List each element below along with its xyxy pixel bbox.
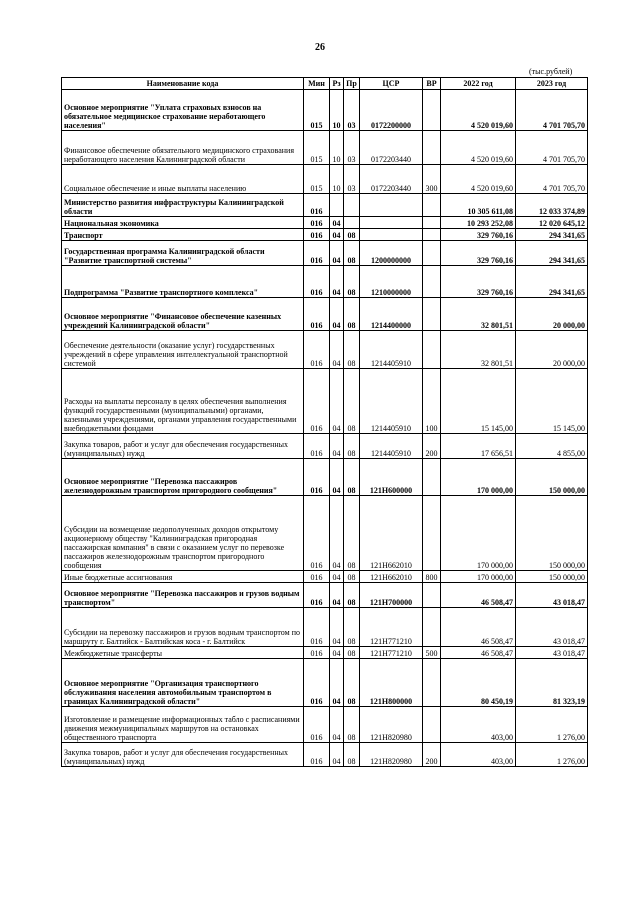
cell-csr: 121Н662010: [360, 571, 423, 583]
cell-name: Обеспечение деятельности (оказание услуг) государственных учреждений в сфере управления интеллектуальной транспортной системой: [62, 331, 304, 369]
cell-2023: 81 323,19: [516, 659, 588, 707]
table-row: [62, 165, 588, 194]
cell-min: 016: [304, 217, 330, 229]
cell-pr: 08: [344, 459, 360, 496]
header-2023: 2023 год: [516, 78, 588, 90]
cell-name: Расходы на выплаты персоналу в целях обеспечения выполнения функций государственными (муниципальными) органами, казенными учреждениями, органами управления государственными внебюджетными фондами: [62, 369, 304, 434]
cell-pr: 08: [344, 229, 360, 241]
cell-csr: 121Н771210: [360, 608, 423, 647]
cell-csr: 1210000000: [360, 266, 423, 298]
cell-2023: 1 276,00: [516, 743, 588, 767]
cell-name: Основное мероприятие "Перевозка пассажиров и грузов водным транспортом": [62, 583, 304, 608]
cell-2023: 20 000,00: [516, 298, 588, 331]
cell-name: Транспорт: [62, 229, 304, 241]
cell-rz: 04: [330, 241, 344, 266]
cell-vr: 300: [423, 165, 441, 194]
cell-rz: 10: [330, 90, 344, 131]
cell-csr: [360, 229, 423, 241]
table-row: [62, 241, 588, 266]
cell-name: Социальное обеспечение и иные выплаты населению: [62, 165, 304, 194]
cell-2022: 329 760,16: [441, 266, 516, 298]
cell-min: 016: [304, 571, 330, 583]
cell-vr: 200: [423, 434, 441, 459]
cell-csr: 1214405910: [360, 331, 423, 369]
cell-pr: 08: [344, 608, 360, 647]
table-row: [62, 583, 588, 608]
cell-2022: 32 801,51: [441, 298, 516, 331]
cell-csr: 121Н800000: [360, 659, 423, 707]
cell-rz: 04: [330, 266, 344, 298]
units-label: (тыс.рублей): [529, 67, 573, 76]
cell-pr: 08: [344, 647, 360, 659]
cell-2022: 46 508,47: [441, 583, 516, 608]
cell-2022: 403,00: [441, 707, 516, 743]
cell-rz: 04: [330, 743, 344, 767]
cell-min: 016: [304, 583, 330, 608]
cell-min: 016: [304, 434, 330, 459]
cell-rz: 04: [330, 647, 344, 659]
cell-2022: 4 520 019,60: [441, 165, 516, 194]
table-row: [62, 369, 588, 434]
cell-name: Подпрограмма "Развитие транспортного комплекса": [62, 266, 304, 298]
cell-2023: 12 033 374,89: [516, 194, 588, 217]
cell-vr: 800: [423, 571, 441, 583]
cell-min: 016: [304, 369, 330, 434]
header-2022: 2022 год: [441, 78, 516, 90]
cell-pr: 08: [344, 707, 360, 743]
cell-vr: [423, 459, 441, 496]
cell-csr: 0172200000: [360, 90, 423, 131]
table-row: [62, 571, 588, 583]
cell-rz: 04: [330, 659, 344, 707]
cell-2022: 46 508,47: [441, 608, 516, 647]
cell-min: 016: [304, 459, 330, 496]
cell-vr: [423, 298, 441, 331]
cell-rz: 10: [330, 131, 344, 165]
cell-csr: 1200000000: [360, 241, 423, 266]
cell-name: Субсидии на перевозку пассажиров и грузов водным транспортом по маршруту г. Балтийск - Балтийская коса - г. Балтийск: [62, 608, 304, 647]
cell-rz: 04: [330, 298, 344, 331]
cell-vr: [423, 90, 441, 131]
cell-csr: 121Н820980: [360, 743, 423, 767]
cell-vr: [423, 229, 441, 241]
budget-table: [61, 77, 588, 767]
cell-2022: 46 508,47: [441, 647, 516, 659]
cell-2022: 4 520 019,60: [441, 90, 516, 131]
table-row: [62, 496, 588, 571]
table-row: [62, 707, 588, 743]
cell-name: Основное мероприятие "Финансовое обеспечение казенных учреждений Калининградской области": [62, 298, 304, 331]
cell-vr: [423, 496, 441, 571]
cell-name: Основное мероприятие "Уплата страховых взносов на обязательное медицинское страхование неработающего населения": [62, 90, 304, 131]
cell-csr: 0172203440: [360, 131, 423, 165]
cell-pr: [344, 217, 360, 229]
cell-pr: 03: [344, 165, 360, 194]
cell-vr: [423, 583, 441, 608]
table-row: [62, 194, 588, 217]
cell-rz: 04: [330, 571, 344, 583]
cell-rz: 04: [330, 459, 344, 496]
cell-min: 016: [304, 266, 330, 298]
cell-vr: [423, 131, 441, 165]
cell-2022: 170 000,00: [441, 571, 516, 583]
cell-2022: 170 000,00: [441, 496, 516, 571]
cell-pr: 08: [344, 298, 360, 331]
cell-2023: 294 341,65: [516, 266, 588, 298]
cell-name: Закупка товаров, работ и услуг для обеспечения государственных (муниципальных) нужд: [62, 743, 304, 767]
cell-name: Основное мероприятие "Организация транспортного обслуживания населения автомобильным транспортом в границах Калининградской области": [62, 659, 304, 707]
table-row: [62, 229, 588, 241]
table-row: [62, 659, 588, 707]
cell-min: 016: [304, 608, 330, 647]
cell-2023: 4 701 705,70: [516, 90, 588, 131]
cell-2022: 80 450,19: [441, 659, 516, 707]
table-row: [62, 266, 588, 298]
cell-name: Закупка товаров, работ и услуг для обеспечения государственных (муниципальных) нужд: [62, 434, 304, 459]
table-row: [62, 298, 588, 331]
cell-csr: 121Н771210: [360, 647, 423, 659]
cell-pr: 08: [344, 266, 360, 298]
cell-vr: 200: [423, 743, 441, 767]
cell-pr: [344, 194, 360, 217]
cell-min: 016: [304, 707, 330, 743]
cell-rz: 04: [330, 496, 344, 571]
table-row: [62, 217, 588, 229]
cell-2023: 294 341,65: [516, 229, 588, 241]
cell-min: 016: [304, 647, 330, 659]
cell-2022: 403,00: [441, 743, 516, 767]
header-rz: Рз: [330, 78, 344, 90]
cell-vr: 100: [423, 369, 441, 434]
cell-csr: 121Н820980: [360, 707, 423, 743]
cell-pr: 08: [344, 369, 360, 434]
cell-pr: 08: [344, 743, 360, 767]
table-row: [62, 459, 588, 496]
cell-2022: 15 145,00: [441, 369, 516, 434]
table-row: [62, 743, 588, 767]
cell-2022: 4 520 019,60: [441, 131, 516, 165]
cell-pr: 08: [344, 571, 360, 583]
cell-name: Межбюджетные трансферты: [62, 647, 304, 659]
cell-rz: 10: [330, 165, 344, 194]
table-row: [62, 90, 588, 131]
cell-pr: 03: [344, 90, 360, 131]
cell-min: 016: [304, 743, 330, 767]
cell-2023: 150 000,00: [516, 459, 588, 496]
cell-rz: 04: [330, 229, 344, 241]
cell-min: 016: [304, 331, 330, 369]
cell-rz: [330, 194, 344, 217]
cell-csr: 121Н600000: [360, 459, 423, 496]
cell-2023: 20 000,00: [516, 331, 588, 369]
cell-vr: 500: [423, 647, 441, 659]
cell-csr: 121Н662010: [360, 496, 423, 571]
header-vr: ВР: [423, 78, 441, 90]
table-header-row: [62, 78, 588, 90]
cell-min: 016: [304, 194, 330, 217]
cell-csr: [360, 217, 423, 229]
cell-2022: 32 801,51: [441, 331, 516, 369]
cell-2023: 150 000,00: [516, 571, 588, 583]
cell-pr: 03: [344, 131, 360, 165]
cell-name: Национальная экономика: [62, 217, 304, 229]
cell-csr: 121Н700000: [360, 583, 423, 608]
cell-2023: 294 341,65: [516, 241, 588, 266]
cell-2023: 4 701 705,70: [516, 131, 588, 165]
cell-rz: 04: [330, 331, 344, 369]
cell-2022: 10 305 611,08: [441, 194, 516, 217]
table-row: [62, 131, 588, 165]
cell-2022: 170 000,00: [441, 459, 516, 496]
cell-pr: 08: [344, 659, 360, 707]
cell-2023: 12 020 645,12: [516, 217, 588, 229]
cell-2022: 329 760,16: [441, 229, 516, 241]
cell-rz: 04: [330, 217, 344, 229]
cell-csr: 1214405910: [360, 434, 423, 459]
cell-2023: 43 018,47: [516, 583, 588, 608]
header-name: Наименование кода: [62, 78, 304, 90]
cell-rz: 04: [330, 583, 344, 608]
cell-name: Государственная программа Калининградской области "Развитие транспортной системы": [62, 241, 304, 266]
cell-pr: 08: [344, 583, 360, 608]
cell-rz: 04: [330, 608, 344, 647]
table-row: [62, 647, 588, 659]
cell-2023: 1 276,00: [516, 707, 588, 743]
cell-csr: 0172203440: [360, 165, 423, 194]
cell-vr: [423, 331, 441, 369]
cell-2023: 43 018,47: [516, 608, 588, 647]
table-row: [62, 331, 588, 369]
cell-rz: 04: [330, 369, 344, 434]
table-row: [62, 608, 588, 647]
cell-csr: 1214405910: [360, 369, 423, 434]
cell-min: 016: [304, 496, 330, 571]
cell-name: Субсидии на возмещение недополученных доходов открытому акционерному обществу "Калининградская пригородная пассажирская компания" в связи с оказанием услуг по перевозке пассажиров железнодорожным транспортом пригородного сообщения: [62, 496, 304, 571]
cell-2022: 329 760,16: [441, 241, 516, 266]
cell-name: Иные бюджетные ассигнования: [62, 571, 304, 583]
cell-min: 016: [304, 659, 330, 707]
cell-pr: 08: [344, 434, 360, 459]
cell-vr: [423, 194, 441, 217]
header-min: Мин: [304, 78, 330, 90]
cell-pr: 08: [344, 241, 360, 266]
cell-min: 015: [304, 90, 330, 131]
cell-min: 015: [304, 165, 330, 194]
cell-vr: [423, 608, 441, 647]
cell-2023: 4 855,00: [516, 434, 588, 459]
page-number: 26: [315, 42, 325, 53]
cell-2023: 150 000,00: [516, 496, 588, 571]
cell-min: 016: [304, 298, 330, 331]
cell-2023: 43 018,47: [516, 647, 588, 659]
header-csr: ЦСР: [360, 78, 423, 90]
cell-2022: 10 293 252,08: [441, 217, 516, 229]
cell-2023: 4 701 705,70: [516, 165, 588, 194]
cell-csr: [360, 194, 423, 217]
cell-min: 016: [304, 241, 330, 266]
cell-vr: [423, 266, 441, 298]
cell-min: 016: [304, 229, 330, 241]
cell-vr: [423, 217, 441, 229]
cell-min: 015: [304, 131, 330, 165]
cell-name: Министерство развития инфраструктуры Калининградской области: [62, 194, 304, 217]
cell-rz: 04: [330, 434, 344, 459]
cell-vr: [423, 659, 441, 707]
cell-pr: 08: [344, 496, 360, 571]
header-pr: Пр: [344, 78, 360, 90]
cell-csr: 1214400000: [360, 298, 423, 331]
cell-vr: [423, 707, 441, 743]
cell-pr: 08: [344, 331, 360, 369]
cell-rz: 04: [330, 707, 344, 743]
cell-name: Основное мероприятие "Перевозка пассажиров железнодорожным транспортом пригородного сообщения": [62, 459, 304, 496]
cell-2022: 17 656,51: [441, 434, 516, 459]
cell-vr: [423, 241, 441, 266]
cell-2023: 15 145,00: [516, 369, 588, 434]
cell-name: Изготовление и размещение информационных табло с расписаниями движения межмуниципальных маршрутов на остановках общественного транспорта: [62, 707, 304, 743]
table-row: [62, 434, 588, 459]
cell-name: Финансовое обеспечение обязательного медицинского страхования неработающего населения Калининградской области: [62, 131, 304, 165]
